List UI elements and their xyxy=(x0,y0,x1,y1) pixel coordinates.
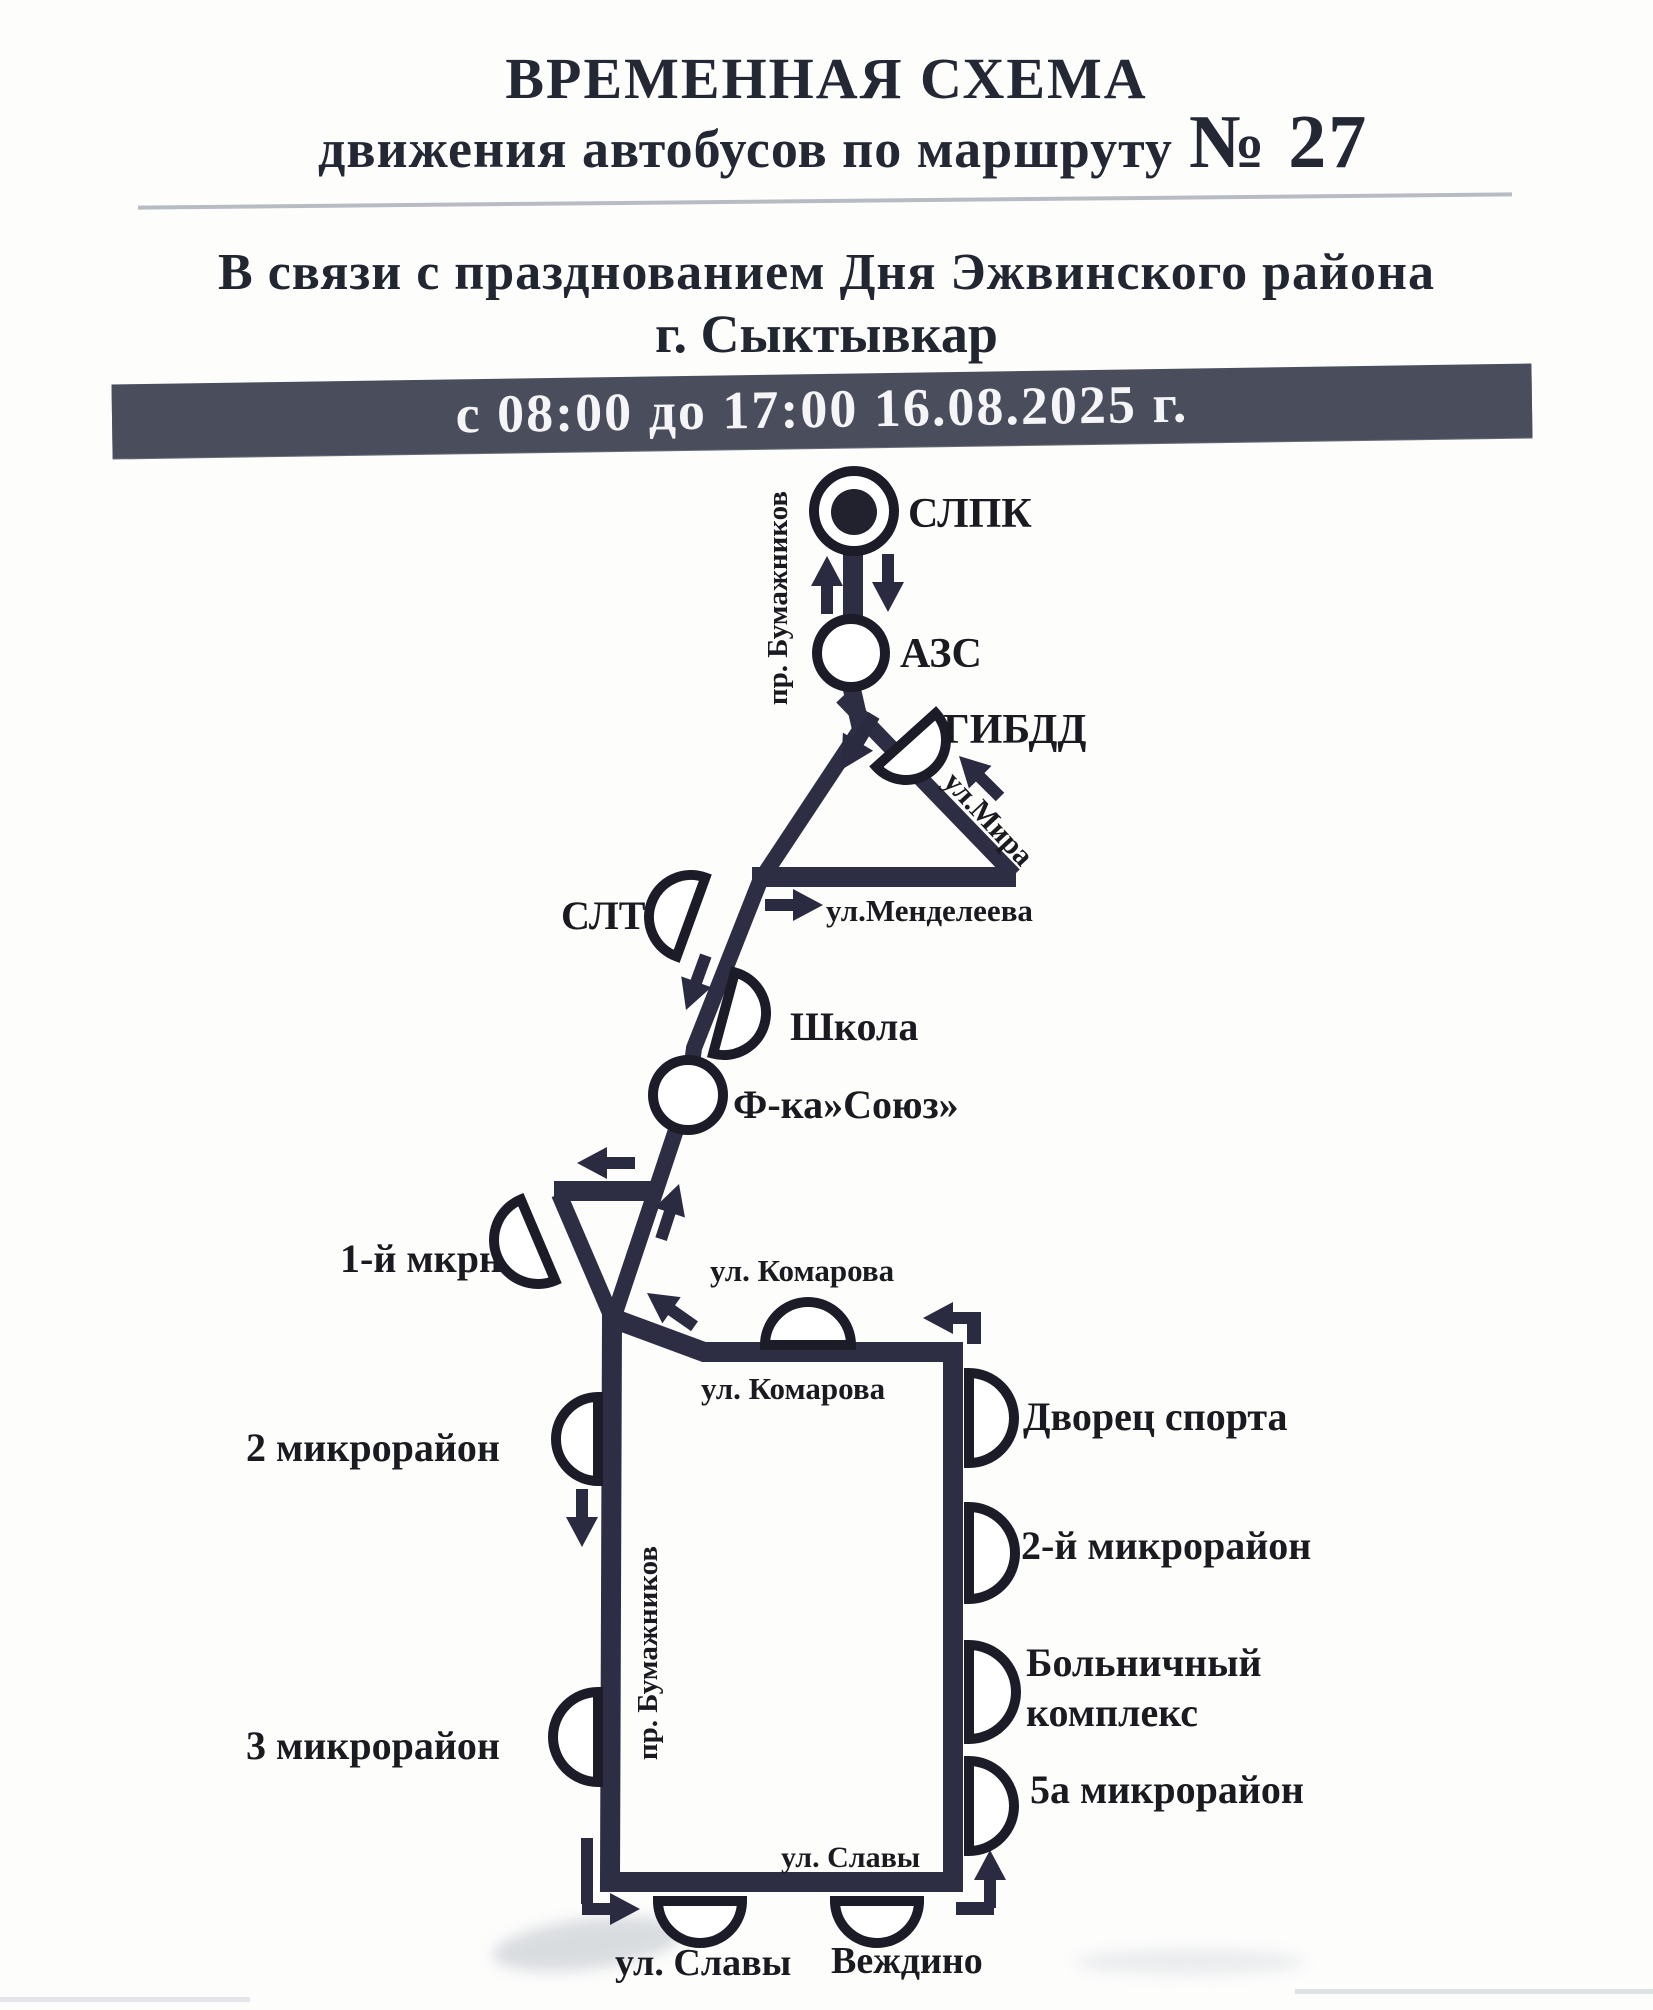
page-title: ВРЕМЕННАЯ СХЕМА xyxy=(505,46,1148,111)
stop-marker-komarova xyxy=(765,1302,851,1345)
arrow-left-above-mkrn1 xyxy=(577,1147,635,1179)
street-label-mendeleeva: ул.Менделеева xyxy=(826,893,1033,928)
stop-label-ul-slavy: ул. Славы xyxy=(615,1942,792,1984)
stop-marker-slpk-core xyxy=(831,489,877,535)
arrow-right-ul-mendeleeva xyxy=(765,889,823,921)
stop-label-3-mikroraion: 3 микрорайон xyxy=(246,1723,500,1768)
stop-label-vezhdino: Веждино xyxy=(831,1940,983,1982)
stop-marker-ul-slavy xyxy=(658,1901,742,1943)
stop-label-azs: АЗС xyxy=(900,631,982,677)
stop-marker-5a-mikroraion xyxy=(969,1761,1014,1851)
stop-label-5a-mikroraion: 5а микрорайон xyxy=(1030,1767,1304,1812)
stop-label-slt: СЛТ xyxy=(561,893,646,938)
scan-smudge xyxy=(1075,1949,1305,1975)
stop-marker-vezhdino xyxy=(835,1901,919,1943)
scan-artifacts xyxy=(0,1907,1653,2002)
arrow-up-head xyxy=(974,1850,1006,1908)
stop-label-slpk: СЛПК xyxy=(908,491,1032,537)
stop-label-mkrn1: 1-й мкрн xyxy=(340,1236,502,1281)
arrow-down-to-azs xyxy=(872,554,904,612)
arrow-stub xyxy=(581,1838,593,1904)
street-label-bumazhnikov-loop: пр. Бумажников xyxy=(632,1545,664,1761)
subtitle-occasion: В связи с празднованием Дня Эжвинского района xyxy=(218,244,1435,301)
stop-marker-slt xyxy=(637,863,705,956)
street-label-mira: ул.Мира xyxy=(936,765,1041,873)
stop-marker-azs xyxy=(817,619,885,687)
stop-label-bolnichny-line1: Больничный xyxy=(1026,1640,1262,1685)
stop-label-bolnichny-line2: комплекс xyxy=(1026,1690,1199,1735)
street-label-slavy-inner: ул. Славы xyxy=(781,1841,921,1874)
arrow-stub xyxy=(967,1312,981,1344)
stop-label-shkola: Школа xyxy=(790,1004,919,1049)
stop-marker-2y-mikroraion xyxy=(969,1507,1015,1599)
road-mkrn1-triangle-left xyxy=(559,1194,613,1320)
scan-streak xyxy=(0,1997,250,2002)
stop-marker-dvorets-sporta xyxy=(969,1373,1014,1463)
stop-marker-fabrika-soyuz xyxy=(653,1060,723,1130)
stop-label-2-mikroraion: 2 микрорайон xyxy=(246,1425,500,1470)
arrow-turn-up-bottom-right-corner xyxy=(956,1850,1006,1915)
stop-label-2y-mikroraion: 2-й микрорайон xyxy=(1021,1523,1312,1568)
route-number: № 27 xyxy=(1188,100,1369,184)
stop-marker-2-mikroraion xyxy=(556,1397,598,1481)
scan-streak xyxy=(1295,1989,1653,1994)
arrow-down-at-2mkr xyxy=(566,1489,598,1547)
arrow-turn-left-top-right-corner xyxy=(923,1302,981,1344)
stop-label-gibdd: ГИБДД xyxy=(943,707,1087,753)
arrow-up-to-slpk xyxy=(811,556,843,614)
subtitle-city: г. Сыктывкар xyxy=(655,304,998,364)
stop-labels xyxy=(246,491,1311,1984)
street-label-komarova-top: ул. Комарова xyxy=(710,1253,895,1288)
stop-label-fabrika-soyuz: Ф-ка»Союз» xyxy=(733,1082,959,1127)
street-label-komarova-inner: ул. Комарова xyxy=(701,1371,886,1406)
street-label-bumazhnikov-top: пр. Бумажников xyxy=(762,490,794,706)
stop-label-dvorets-sporta: Дворец спорта xyxy=(1023,1394,1288,1439)
stop-marker-bolnichny-kompleks xyxy=(969,1645,1016,1739)
stop-marker-3-mikroraion xyxy=(553,1692,598,1782)
title-line2: движения автобусов по маршруту xyxy=(318,119,1173,179)
time-banner-text: с 08:00 до 17:00 16.08.2025 г. xyxy=(455,373,1189,445)
